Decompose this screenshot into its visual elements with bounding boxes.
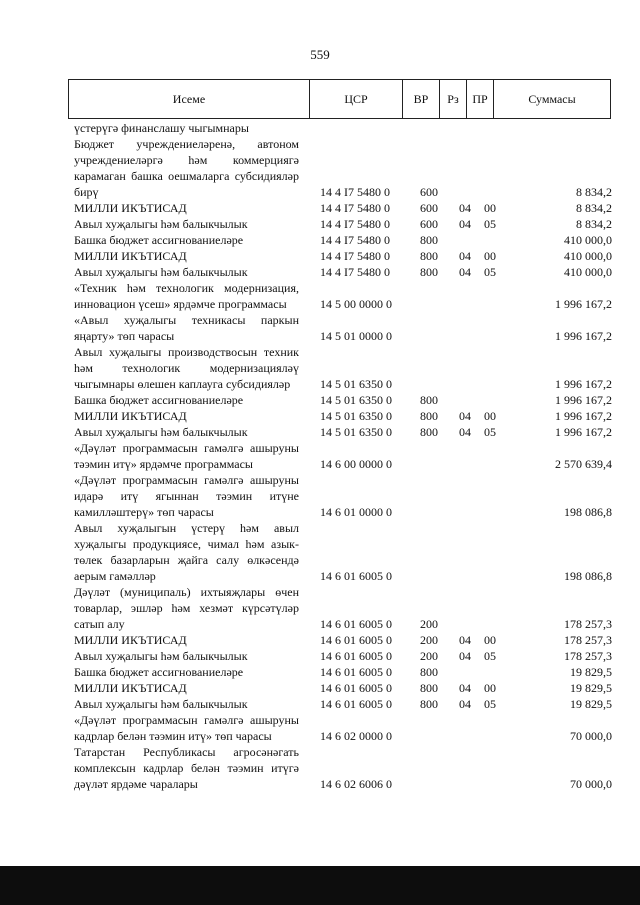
table-row [74,648,612,664]
table-row [74,664,612,680]
row-name: Башка бюджет ассигнованиеләре [74,665,244,679]
table-row [74,248,612,264]
row-csr: 14 6 01 6005 0 [320,681,392,695]
row-values [74,232,612,248]
row-pr: 00 [484,249,496,263]
row-values [74,504,612,520]
row-csr: 14 4 I7 5480 0 [320,217,390,231]
table-row [74,744,612,792]
row-csr: 14 6 00 0000 0 [320,457,392,471]
row-name: Авыл хуҗалыгы һәм балыкчылык [74,265,248,279]
row-csr: 14 6 01 6005 0 [320,569,392,583]
row-sum: 70 000,0 [570,777,612,791]
row-name: Башка бюджет ассигнованиеләре [74,233,244,247]
row-pr: 00 [484,633,496,647]
row-values [74,392,612,408]
row-csr: 14 5 00 0000 0 [320,297,392,311]
row-sum: 19 829,5 [570,697,612,711]
row-name: Авыл хуҗалыгын үстерү һәм авыл хуҗалыгы продукциясе, чимал һәм азык-төлек базарларын җайга салу өлкәсендә аерым гамәлләр [74,521,299,583]
row-values [74,728,612,744]
row-values [74,680,612,696]
row-csr: 14 5 01 6350 0 [320,425,392,439]
row-sum: 19 829,5 [570,681,612,695]
row-rz: 04 [459,249,471,263]
row-csr: 14 6 02 0000 0 [320,729,392,743]
row-values [74,568,612,584]
scan-bottom-edge [0,866,640,905]
table-row [74,680,612,696]
row-sum: 19 829,5 [570,665,612,679]
row-sum: 70 000,0 [570,729,612,743]
row-sum: 178 257,3 [564,617,612,631]
column-header-sum: Суммасы [493,80,610,118]
row-values [74,424,612,440]
row-sum: 1 996 167,2 [555,329,612,343]
row-csr: 14 6 01 6005 0 [320,665,392,679]
row-vr: 800 [420,681,438,695]
row-rz: 04 [459,633,471,647]
row-name: Дәүләт (муниципаль) ихтыяҗлары өчен товарлар, эшләр һәм хезмәт күрсәтүләр сатып алу [74,585,299,631]
row-vr: 800 [420,265,438,279]
row-values [74,120,612,136]
row-values [74,248,612,264]
row-values [74,264,612,280]
row-csr: 14 6 01 6005 0 [320,649,392,663]
row-csr: 14 6 01 6005 0 [320,697,392,711]
row-name: Татарстан Республикасы агросәнәгать комплексын кадрлар белән тәэмин итүгә дәүләт ярдәме чаралары [74,745,299,791]
row-rz: 04 [459,681,471,695]
row-sum: 1 996 167,2 [555,393,612,407]
row-name: Бюджет учреждениеләренә, автоном учреждениеләргә һәм коммерциягә карамаган башка оешмаларга субсидияләр бирү [74,137,299,199]
column-header-name: Исеме [172,91,206,106]
budget-table-body [74,120,612,792]
table-row [74,264,612,280]
row-pr: 05 [484,649,496,663]
row-sum: 178 257,3 [564,633,612,647]
row-vr: 600 [420,185,438,199]
row-vr: 800 [420,409,438,423]
row-values [74,200,612,216]
column-header-csr: ЦСР [309,80,402,118]
row-vr: 600 [420,217,438,231]
row-values [74,456,612,472]
row-vr: 600 [420,201,438,215]
row-name: МИЛЛИ ИКЪТИСАД [74,409,187,423]
row-vr: 800 [420,249,438,263]
row-rz: 04 [459,649,471,663]
row-vr: 800 [420,425,438,439]
row-csr: 14 6 01 6005 0 [320,617,392,631]
table-row [74,632,612,648]
row-pr: 00 [484,681,496,695]
row-name: МИЛЛИ ИКЪТИСАД [74,201,187,215]
table-row [74,280,612,312]
row-sum: 2 570 639,4 [555,457,612,471]
table-row [74,712,612,744]
row-rz: 04 [459,201,471,215]
table-row [74,472,612,520]
column-header-pr: ПР [466,80,493,118]
row-name: Башка бюджет ассигнованиеләре [74,393,244,407]
row-pr: 05 [484,265,496,279]
table-row [74,120,612,136]
row-values [74,296,612,312]
row-vr: 200 [420,617,438,631]
row-values [74,664,612,680]
row-values [74,184,612,200]
row-csr: 14 5 01 6350 0 [320,409,392,423]
row-values [74,616,612,632]
column-header-rz: Рз [439,80,466,118]
page-number: 559 [310,47,330,62]
row-csr: 14 4 I7 5480 0 [320,233,390,247]
row-rz: 04 [459,697,471,711]
row-name: «Авыл хуҗалыгы техникасы паркын яңарту» төп чарасы [74,313,299,343]
row-name: Авыл хуҗалыгы һәм балыкчылык [74,217,248,231]
table-row [74,584,612,632]
row-sum: 1 996 167,2 [555,409,612,423]
row-csr: 14 6 02 6006 0 [320,777,392,791]
row-values [74,376,612,392]
row-rz: 04 [459,409,471,423]
row-name: «Дәүләт программасын гамәлгә ашыруны тәэмин итү» ярдәмче программасы [74,441,299,471]
table-row [74,520,612,584]
row-sum: 1 996 167,2 [555,297,612,311]
row-sum: 198 086,8 [564,505,612,519]
table-row [74,312,612,344]
row-rz: 04 [459,425,471,439]
table-row [74,200,612,216]
column-header-vr: ВР [402,80,439,118]
table-row [74,344,612,392]
row-sum: 410 000,0 [564,265,612,279]
row-name: Авыл хуҗалыгы һәм балыкчылык [74,649,248,663]
row-values [74,328,612,344]
row-values [74,648,612,664]
row-sum: 8 834,2 [576,185,612,199]
table-row [74,392,612,408]
table-row [74,136,612,200]
row-sum: 8 834,2 [576,201,612,215]
table-header [68,79,611,119]
row-vr: 200 [420,649,438,663]
row-rz: 04 [459,217,471,231]
row-name: МИЛЛИ ИКЪТИСАД [74,633,187,647]
table-row [74,408,612,424]
row-name: Авыл хуҗалыгы һәм балыкчылык [74,425,248,439]
row-name: Авыл хуҗалыгы һәм балыкчылык [74,697,248,711]
row-name: үстерүгә финанслашу чыгымнары [74,121,249,135]
row-pr: 05 [484,425,496,439]
row-csr: 14 4 I7 5480 0 [320,249,390,263]
row-rz: 04 [459,265,471,279]
row-vr: 200 [420,633,438,647]
row-name: «Техник һәм технологик модернизация, инновацион үсеш» ярдәмче программасы [74,281,299,311]
row-vr: 800 [420,697,438,711]
row-sum: 1 996 167,2 [555,425,612,439]
row-values [74,216,612,232]
table-row [74,424,612,440]
row-sum: 8 834,2 [576,217,612,231]
row-csr: 14 5 01 6350 0 [320,377,392,391]
row-name: МИЛЛИ ИКЪТИСАД [74,249,187,263]
row-vr: 800 [420,393,438,407]
table-row [74,232,612,248]
row-name: «Дәүләт программасын гамәлгә ашыруны кадрлар белән тәэмин итү» төп чарасы [74,713,299,743]
row-csr: 14 6 01 0000 0 [320,505,392,519]
row-values [74,776,612,792]
row-csr: 14 4 I7 5480 0 [320,185,390,199]
table-row [74,440,612,472]
row-sum: 410 000,0 [564,249,612,263]
row-sum: 1 996 167,2 [555,377,612,391]
row-name: Авыл хуҗалыгы производствосын техник һәм технологик модернизацияләү чыгымнары өлешен каплауга субсидияләр [74,345,299,391]
row-pr: 05 [484,697,496,711]
row-csr: 14 4 I7 5480 0 [320,265,390,279]
row-csr: 14 4 I7 5480 0 [320,201,390,215]
row-name: МИЛЛИ ИКЪТИСАД [74,681,187,695]
table-row [74,696,612,712]
row-vr: 800 [420,665,438,679]
row-pr: 05 [484,217,496,231]
table-row [74,216,612,232]
row-csr: 14 5 01 0000 0 [320,329,392,343]
row-values [74,696,612,712]
row-vr: 800 [420,233,438,247]
row-values [74,408,612,424]
row-pr: 00 [484,409,496,423]
row-csr: 14 5 01 6350 0 [320,393,392,407]
row-sum: 178 257,3 [564,649,612,663]
row-csr: 14 6 01 6005 0 [320,633,392,647]
row-pr: 00 [484,201,496,215]
row-name: «Дәүләт программасын гамәлгә ашыруны идарә итү ягыннан тәэмин итүне камилләштерү» төп чарасы [74,473,299,519]
row-values [74,632,612,648]
row-sum: 410 000,0 [564,233,612,247]
row-sum: 198 086,8 [564,569,612,583]
